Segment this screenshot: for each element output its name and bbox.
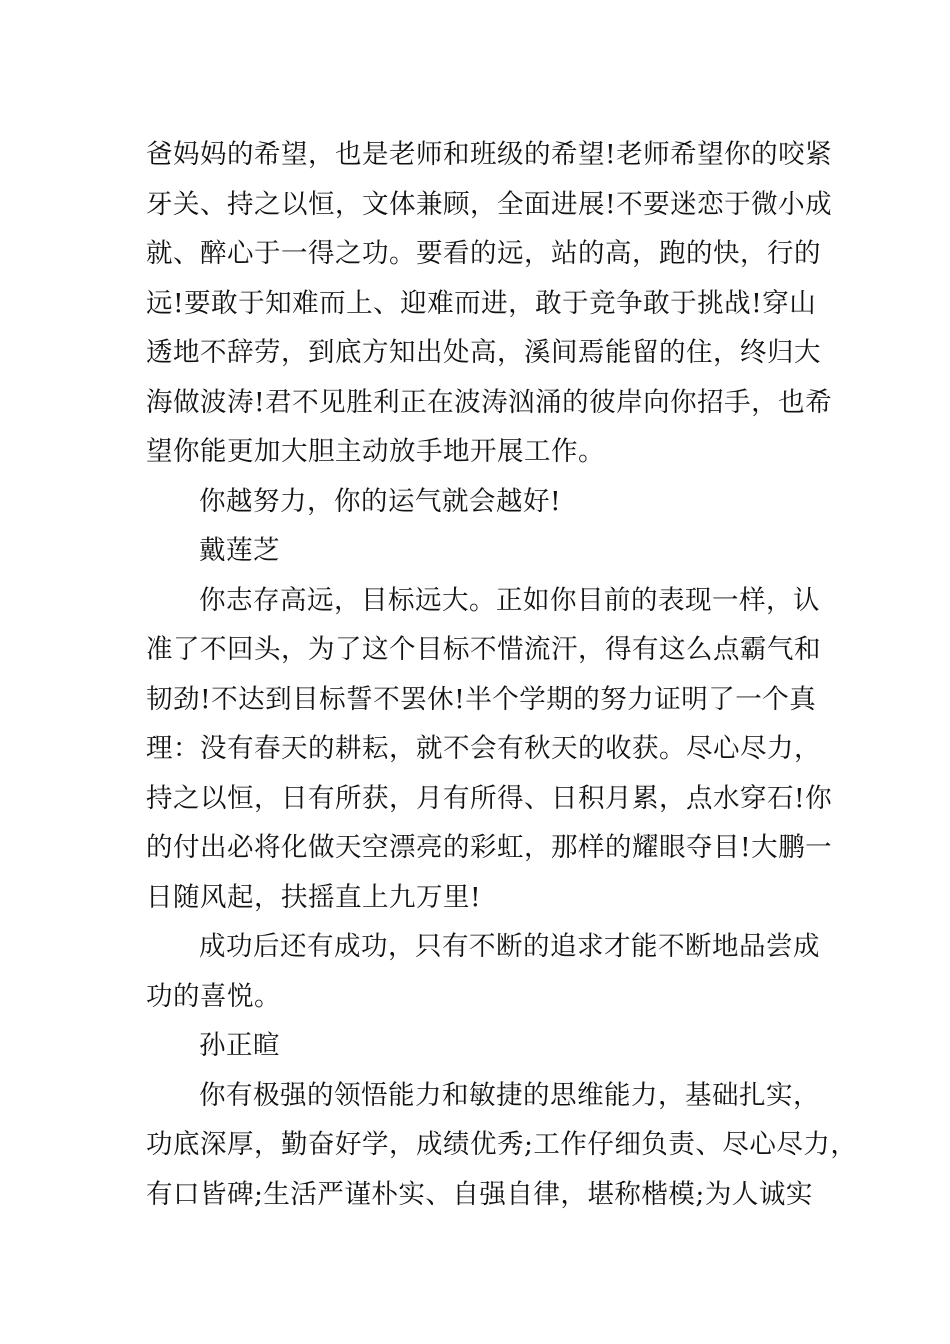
- text-line: 韧劲!不达到目标誓不罢休!半个学期的努力证明了一个真: [146, 683, 817, 715]
- motto-line: 你越努力，你的运气就会越好!: [199, 485, 562, 517]
- text-line: 理：没有春天的耕耘，就不会有秋天的收获。尽心尽力，: [146, 733, 821, 764]
- text-line: 望你能更加大胆主动放手地开展工作。: [146, 436, 605, 467]
- text-line: 的付出必将化做天空漂亮的彩虹，那样的耀眼夺目!大鹏一: [146, 832, 833, 863]
- document-body: [146, 130, 858, 1219]
- student-name: 戴莲芝: [199, 535, 280, 566]
- text-line: 功的喜悦。: [146, 980, 281, 1012]
- text-line: 你志存高远，目标远大。正如你目前的表现一样，认: [199, 584, 820, 616]
- student-name: 孙正暄: [199, 1030, 280, 1061]
- text-line: 透地不辞劳，到底方知出处高，溪间焉能留的住，终归大: [146, 337, 821, 368]
- text-line: 功底深厚，勤奋好学，成绩优秀;工作仔细负责、尽心尽力，: [146, 1129, 858, 1160]
- text-line: 有口皆碑;生活严谨朴实、自强自律，堪称楷模;为人诚实: [146, 1178, 813, 1210]
- text-line: 持之以恒，日有所获，月有所得、日积月累，点水穿石!你: [146, 782, 833, 814]
- text-line: 就、醉心于一得之功。要看的远，站的高，跑的快，行的: [146, 238, 821, 269]
- text-line: 你有极强的领悟能力和敏捷的思维能力，基础扎实，: [199, 1079, 820, 1111]
- text-line: 海做波涛!君不见胜利正在波涛汹涌的彼岸向你招手，也希: [146, 386, 833, 418]
- text-line: 爸妈妈的希望，也是老师和班级的希望!老师希望你的咬紧: [146, 139, 833, 170]
- text-line: 牙关、持之以恒，文体兼顾，全面进展!不要迷恋于微小成: [146, 188, 833, 220]
- text-line: 日随风起，扶摇直上九万里!: [146, 881, 482, 913]
- text-line: 准了不回头，为了这个目标不惜流汗，得有这么点霸气和: [146, 634, 821, 665]
- text-line: 远!要敢于知难而上、迎难而进，敢于竞争敢于挑战!穿山: [146, 287, 817, 319]
- motto-line: 成功后还有成功，只有不断的追求才能不断地品尝成: [199, 931, 820, 962]
